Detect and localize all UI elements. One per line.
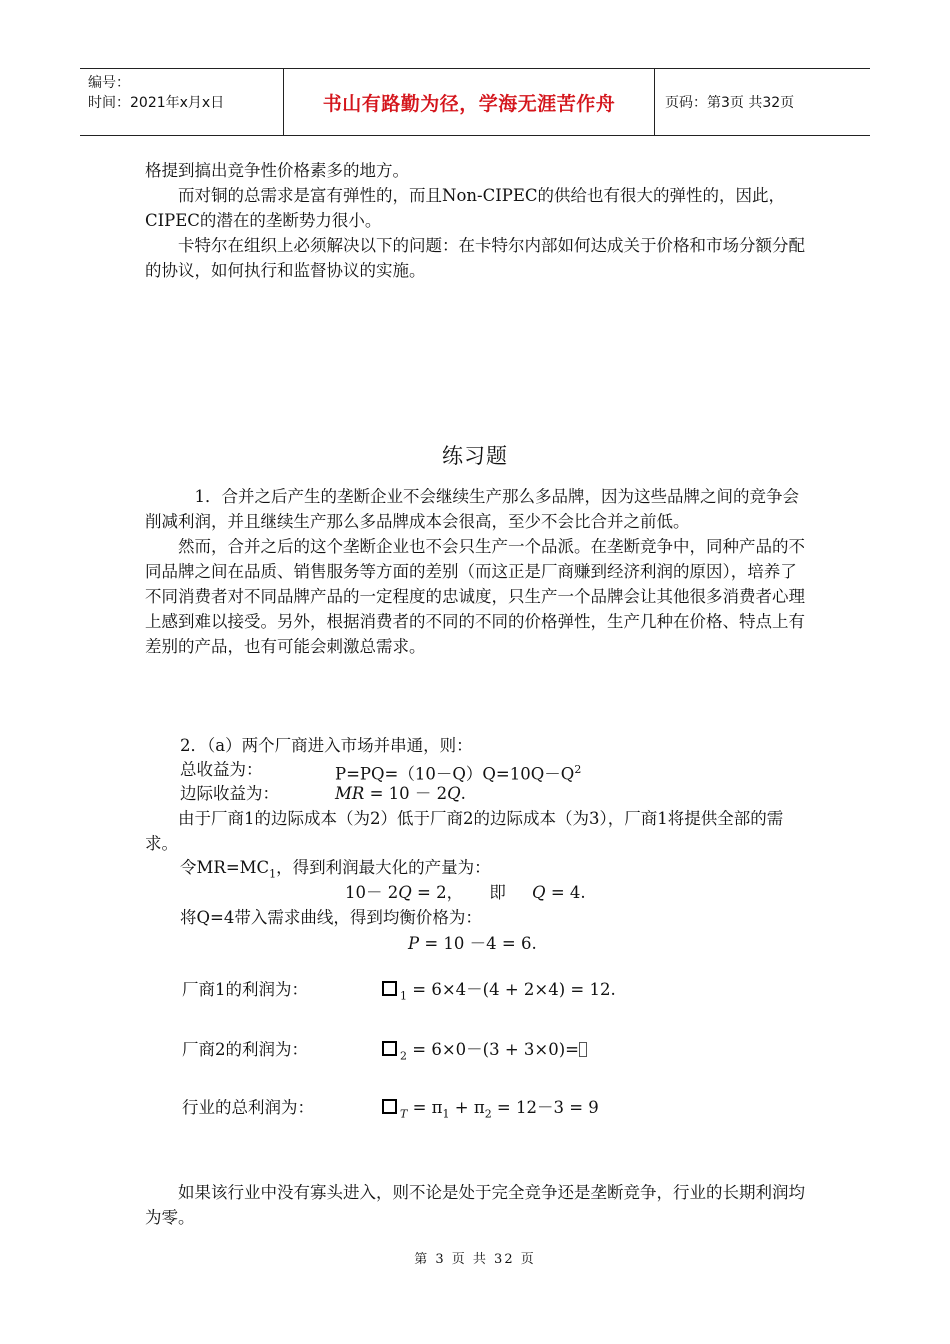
section-title: 练习题 [442, 444, 508, 468]
eq1-e: = 4. [545, 883, 586, 902]
missing-glyph-icon [382, 981, 397, 996]
q1-paragraph-2: 然而，合并之后的这个垄断企业也不会只生产一个品派。在垄断竞争中，同种产品的不同品牌之间在品质、销售服务等方面的差别（而这正是厂商赚到经济利润的原因），培养了不同消费者对不同品牌产品的一定程度的忠诚度，只生产一个品牌会让其他很多消费者心理上感到难以接受。另外，根据消费者的不同的不同的价格弹性，生产几种在价格、特点上有差别的产品，也有可能会刺激总需求。 [145, 537, 805, 656]
mr-label: 边际收益为： [180, 784, 279, 803]
intro-paragraph-3: 卡特尔在组织上必须解决以下的问题：在卡特尔内部如何达成关于价格和市场分额分配的协议，如何执行和监督协议的实施。 [145, 236, 805, 280]
cost-paragraph [145, 806, 810, 856]
total-label: 行业的总利润为： [182, 1098, 314, 1117]
firm1-label: 厂商1的利润为： [182, 980, 308, 999]
q1-paragraph-1: 1．合并之后产生的垄断企业不会继续生产那么多品牌，因为这些品牌之间的竞争会削减利润，并且继续生产那么多品牌成本会很高，至少不会比合并之前低。 [145, 487, 799, 531]
conclusion-paragraph [145, 1180, 810, 1230]
missing-glyph-icon [382, 1099, 397, 1114]
total-revenue-line [180, 758, 582, 784]
eq1-q2: Q [532, 883, 546, 902]
total-s2: 2 [484, 1107, 492, 1121]
page-header [80, 68, 870, 136]
firm2-profit-line [182, 1038, 579, 1063]
header-meta [80, 69, 283, 135]
total-sub: T [400, 1107, 408, 1121]
intro-paragraph-1: 格提到搞出竞争性价格素多的地方。 [145, 161, 409, 180]
header-page-info: 页码：第3页 共32页 [665, 95, 795, 111]
quantity-equation [345, 881, 586, 905]
total-formula-b: + π [449, 1098, 485, 1117]
firm2-formula [382, 1038, 587, 1068]
firm1-sub: 1 [400, 989, 407, 1003]
tr-exponent: 2 [574, 763, 582, 776]
price-equation [408, 932, 537, 956]
marginal-revenue-line [180, 782, 466, 806]
missing-glyph-icon [382, 1041, 397, 1056]
intro-paragraph-2: 而对铜的总需求是富有弹性的，而且Non-CIPEC的供给也有很大的弹性的，因此，CIPEC的潜在的垄断势力很小。 [145, 186, 785, 230]
question-1 [145, 484, 810, 659]
tr-label: 总收益为： [180, 760, 263, 779]
firm2-label: 厂商2的利润为： [182, 1040, 308, 1059]
conclusion-text: 如果该行业中没有寡头进入，则不论是处于完全竞争还是垄断竞争，行业的长期利润均为零。 [145, 1183, 805, 1227]
mr-formula-end: . [460, 784, 466, 803]
serial-label: 编号： [88, 75, 130, 91]
eq1-a: 10－ 2 [345, 883, 399, 902]
firm2-sub: 2 [400, 1049, 407, 1063]
set-text-a: 令MR=MC [180, 858, 270, 877]
tr-formula-text: P=PQ=（10－Q）Q=10Q－Q [335, 764, 575, 784]
missing-glyph-box-icon [579, 1042, 587, 1057]
header-motto: 书山有路勤为径，学海无涯苦作舟 [322, 92, 616, 115]
header-motto-cell [283, 69, 655, 135]
price-symbol: P [408, 934, 420, 953]
page-footer: 第 3 页 共 32 页 [414, 1252, 536, 1267]
firm1-profit-line [182, 978, 616, 1003]
intro-section [145, 158, 810, 283]
date-label: 时间：2021年x月x日 [88, 95, 225, 111]
set-text-b: ，得到利润最大化的产量为： [276, 858, 491, 877]
total-formula [382, 1096, 599, 1126]
total-profit-line [182, 1096, 599, 1121]
mr-formula [335, 782, 466, 806]
mr-symbol: MR [335, 784, 365, 803]
total-s1: 1 [442, 1107, 450, 1121]
set-sub: 1 [269, 867, 277, 881]
firm1-formula-text: = 6×4－(4 + 2×4) = 12. [407, 980, 616, 999]
substitute-line: 将Q=4带入需求曲线，得到均衡价格为： [180, 908, 482, 927]
total-formula-c: = 12－3 = 9 [491, 1098, 599, 1117]
firm1-formula [382, 978, 616, 1008]
eq1-q: Q [398, 883, 412, 902]
eq1-c: = 2， 即 [411, 883, 533, 902]
q2-intro: 2．（a）两个厂商进入市场并串通，则： [180, 736, 473, 755]
firm2-formula-text: = 6×0－(3 + 3×0)= [407, 1040, 579, 1059]
cost-text: 由于厂商1的边际成本（为2）低于厂商2的边际成本（为3），厂商1将提供全部的需求。 [145, 809, 784, 853]
mr-formula-mid: = 10 － 2 [364, 784, 448, 803]
mr-q-symbol: Q [447, 784, 461, 803]
price-formula: = 10 －4 = 6. [419, 934, 537, 953]
total-formula-a: = π [407, 1098, 443, 1117]
